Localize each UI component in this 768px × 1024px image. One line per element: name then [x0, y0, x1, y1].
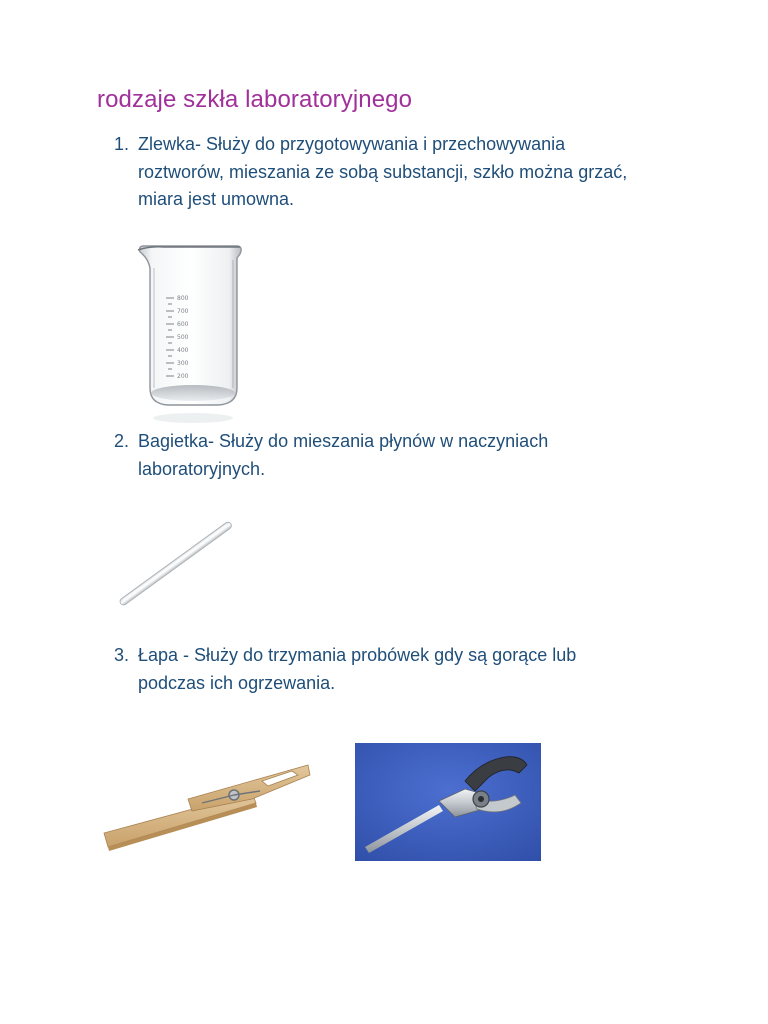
list-item-number: 3. [114, 645, 130, 665]
page-title: rodzaje szkła laboratoryjnego [97, 86, 413, 113]
text-line: Zlewka- Służy do przygotowywania i przechowywania [138, 134, 566, 154]
text-line: miara jest umowna. [138, 189, 295, 209]
list-item [114, 642, 734, 698]
text-line: laboratoryjnych. [138, 458, 266, 479]
beaker-scale-label: 600 [177, 321, 189, 328]
list-item [114, 428, 714, 484]
beaker-scale-label: 700 [177, 308, 189, 315]
beaker-scale-label: 200 [177, 373, 189, 380]
text-line: roztworów, mieszania ze sobą substancji, szkło można grzać, [138, 161, 628, 182]
beaker-image [130, 238, 250, 428]
wooden-holder-image [102, 755, 312, 855]
beaker-scale-label: 500 [177, 334, 189, 341]
beaker-scale-label: 300 [177, 360, 189, 367]
text-line: Bagietka- Służy do mieszania płynów w naczyniach [138, 431, 549, 451]
text-line: podczas ich ogrzewania. [138, 672, 336, 693]
list-item-number: 1. [114, 134, 130, 154]
beaker-scale-label: 800 [177, 295, 189, 302]
list-item [114, 131, 714, 215]
text-line: Łapa - Służy do trzymania probówek gdy są gorące lub [138, 645, 577, 665]
list-item-text [138, 131, 627, 214]
list-item-text [138, 642, 576, 697]
list-item-number: 2. [114, 431, 130, 451]
beaker-scale-label: 400 [177, 347, 189, 354]
metal-clamp-image [355, 743, 541, 861]
glass-rod-image [106, 510, 246, 618]
list-item-text [138, 428, 548, 483]
